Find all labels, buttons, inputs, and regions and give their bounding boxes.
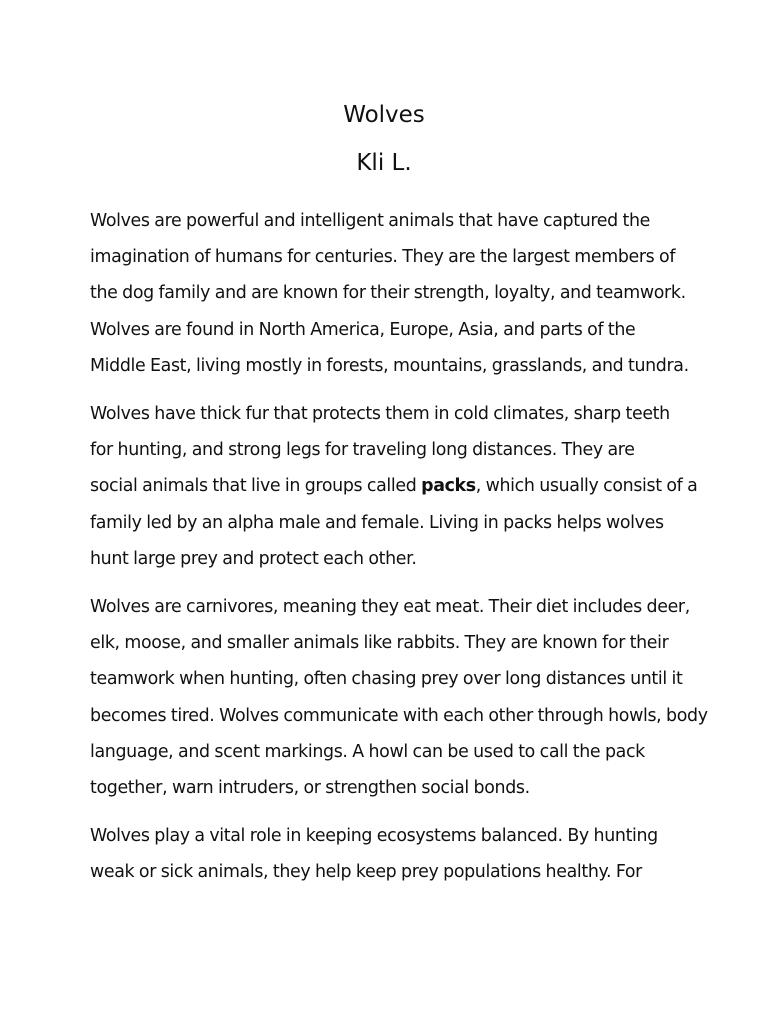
text-line: Wolves are carnivores, meaning they eat meat. Their diet includes deer, — [90, 597, 690, 618]
document-title: Wolves — [343, 102, 425, 128]
text-line: the dog family and are known for their strength, loyalty, and teamwork. — [90, 283, 686, 304]
text-line: for hunting, and strong legs for traveling long distances. They are — [90, 440, 635, 461]
text-line: Middle East, living mostly in forests, mountains, grasslands, and tundra. — [90, 355, 689, 376]
text-line: imagination of humans for centuries. They are the largest members of — [90, 247, 676, 268]
bold-term: packs — [421, 476, 476, 497]
text-line: family led by an alpha male and female. Living in packs helps wolves — [90, 512, 664, 533]
text-line: Wolves have thick fur that protects them in cold climates, sharp teeth — [90, 404, 670, 425]
paragraph-4 — [90, 818, 690, 890]
text-line: together, warn intruders, or strengthen social bonds. — [90, 778, 530, 799]
text-line: Wolves are found in North America, Europe, Asia, and parts of the — [90, 319, 636, 340]
paragraph-2 — [90, 396, 698, 577]
document-body — [90, 203, 708, 903]
text-line: elk, moose, and smaller animals like rabbits. They are known for their — [90, 633, 669, 654]
text-segment: , which usually consist of a — [475, 476, 698, 497]
text-line: Wolves are powerful and intelligent animals that have captured the — [90, 211, 650, 231]
text-line: becomes tired. Wolves communicate with each other through howls, body — [90, 705, 708, 726]
paragraph-3 — [90, 589, 708, 806]
paragraph-1 — [90, 203, 690, 384]
text-line: language, and scent markings. A howl can be used to call the pack — [90, 741, 645, 762]
text-line: teamwork when hunting, often chasing prey over long distances until it — [90, 669, 683, 690]
text-line: weak or sick animals, they help keep prey populations healthy. For — [90, 862, 642, 883]
text-line: Wolves play a vital role in keeping ecosystems balanced. By hunting — [90, 826, 658, 847]
text-line — [90, 468, 698, 504]
text-line: hunt large prey and protect each other. — [90, 548, 417, 569]
author-name: Kli L. — [356, 150, 412, 176]
text-segment: social animals that live in groups called — [90, 476, 422, 497]
